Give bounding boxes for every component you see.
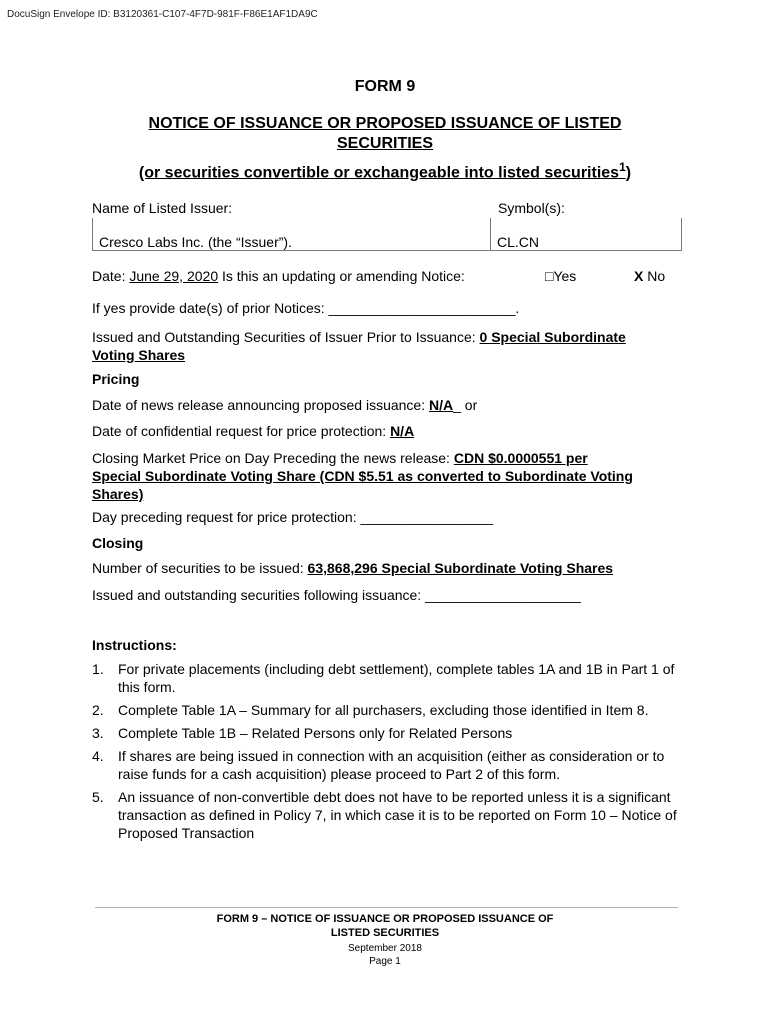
prior-securities-value-2[interactable]: Voting Shares [92, 347, 186, 363]
instruction-item [92, 724, 682, 742]
prior-securities-row [92, 328, 682, 364]
instructions-heading: Instructions: [92, 637, 177, 653]
following-issuance-field[interactable]: ____________________ [425, 587, 581, 603]
no-option[interactable] [634, 268, 665, 284]
docusign-envelope-id: DocuSign Envelope ID: B3120361-C107-4F7D-981F-F86E1AF1DA9C [7, 9, 318, 20]
day-preceding-row [92, 509, 493, 525]
instruction-text: An issuance of non-convertible debt does not have to be reported unless it is a significant transaction as defined in Policy 7, in which case it is to be reported on Form 10 – Notice of Proposed Transaction [118, 789, 677, 841]
confidential-row [92, 423, 414, 439]
yes-checkbox-icon[interactable]: □ [545, 268, 554, 284]
footer-date: September 2018 [348, 943, 422, 954]
footer-title-line1: FORM 9 – NOTICE OF ISSUANCE OR PROPOSED ISSUANCE OF [216, 913, 554, 925]
footer-divider [95, 907, 678, 908]
instruction-text: If shares are being issued in connection with an acquisition (either as consideration or to raise funds for a cash acquisition) please proceed to Part 2 of this form. [118, 748, 665, 782]
closing-heading: Closing [92, 535, 144, 551]
issuer-table-divider [490, 218, 491, 251]
prior-securities-label: Issued and Outstanding Securities of Issuer Prior to Issuance: [92, 329, 476, 345]
yes-label: Yes [553, 268, 577, 284]
instructions-list [92, 660, 682, 847]
date-label: Date: [92, 268, 126, 284]
main-title-line2: SECURITIES [336, 135, 433, 152]
page-number: Page 1 [369, 956, 401, 967]
instruction-item [92, 701, 682, 719]
closing-price-label: Closing Market Price on Day Preceding the news release: [92, 450, 450, 466]
prior-notices-label: If yes provide date(s) of prior Notices: [92, 300, 325, 316]
pricing-heading: Pricing [92, 371, 140, 387]
instruction-item [92, 660, 682, 696]
news-release-label: Date of news release announcing proposed issuance: [92, 397, 426, 413]
instruction-number: 3. [92, 725, 104, 741]
prior-securities-value-1[interactable]: 0 Special Subordinate [479, 329, 626, 345]
closing-price-value-3[interactable]: Shares) [92, 486, 144, 502]
news-release-suffix: _ or [453, 397, 478, 413]
main-title-line1: NOTICE OF ISSUANCE OR PROPOSED ISSUANCE OF LISTED [148, 115, 622, 132]
instruction-number: 5. [92, 789, 104, 805]
symbol-field[interactable]: CL.CN [497, 234, 540, 250]
following-issuance-label: Issued and outstanding securities following issuance: [92, 587, 422, 603]
no-check-mark-icon[interactable]: X [634, 268, 644, 284]
date-row [92, 268, 465, 284]
subtitle-close: ) [625, 164, 632, 182]
news-release-value[interactable]: N/A [429, 397, 454, 413]
day-preceding-label: Day preceding request for price protection: [92, 509, 357, 525]
symbol-label: Symbol(s): [498, 200, 565, 216]
date-value[interactable]: June 29, 2020 [129, 268, 219, 284]
issuer-name-label: Name of Listed Issuer: [92, 200, 233, 216]
confidential-label: Date of confidential request for price protection: [92, 423, 387, 439]
number-securities-value[interactable]: 63,868,296 Special Subordinate Voting Shares [307, 560, 614, 576]
issuer-name-field[interactable]: Cresco Labs Inc. (the “Issuer”). [99, 234, 292, 250]
closing-price-value-1[interactable]: CDN $0.0000551 per [453, 450, 588, 466]
main-title [0, 114, 770, 154]
instruction-number: 2. [92, 702, 104, 718]
number-securities-label: Number of securities to be issued: [92, 560, 304, 576]
form-title: FORM 9 [354, 78, 416, 95]
no-label: No [647, 268, 666, 284]
following-issuance-row [92, 587, 581, 603]
confidential-value[interactable]: N/A [390, 423, 415, 439]
footer-meta [0, 942, 770, 968]
amending-question: Is this an updating or amending Notice: [222, 268, 465, 284]
instruction-item [92, 788, 682, 842]
footer-title-line2: LISTED SECURITIES [330, 927, 440, 939]
instruction-number: 1. [92, 661, 104, 677]
prior-notices-field[interactable]: ________________________. [328, 300, 520, 316]
instruction-number: 4. [92, 748, 104, 764]
closing-price-value-2[interactable]: Special Subordinate Voting Share (CDN $5.51 as converted to Subordinate Voting [92, 468, 633, 484]
day-preceding-field[interactable]: _________________ [360, 509, 493, 525]
instruction-text: Complete Table 1B – Related Persons only for Related Persons [118, 725, 513, 741]
subtitle-text: (or securities convertible or exchangeable into listed securities [138, 164, 620, 182]
yes-option[interactable] [545, 268, 576, 284]
instruction-text: For private placements (including debt settlement), complete tables 1A and 1B in Part 1 of this form. [118, 661, 675, 695]
instruction-item [92, 747, 682, 783]
footnote-marker[interactable]: 1 [619, 160, 626, 174]
closing-price-row [92, 449, 682, 503]
subtitle [0, 160, 770, 182]
footer-title [0, 912, 770, 940]
number-securities-row [92, 560, 613, 576]
instruction-text: Complete Table 1A – Summary for all purchasers, excluding those identified in Item 8. [118, 702, 649, 718]
news-release-row [92, 397, 477, 413]
prior-notices-row [92, 300, 519, 316]
